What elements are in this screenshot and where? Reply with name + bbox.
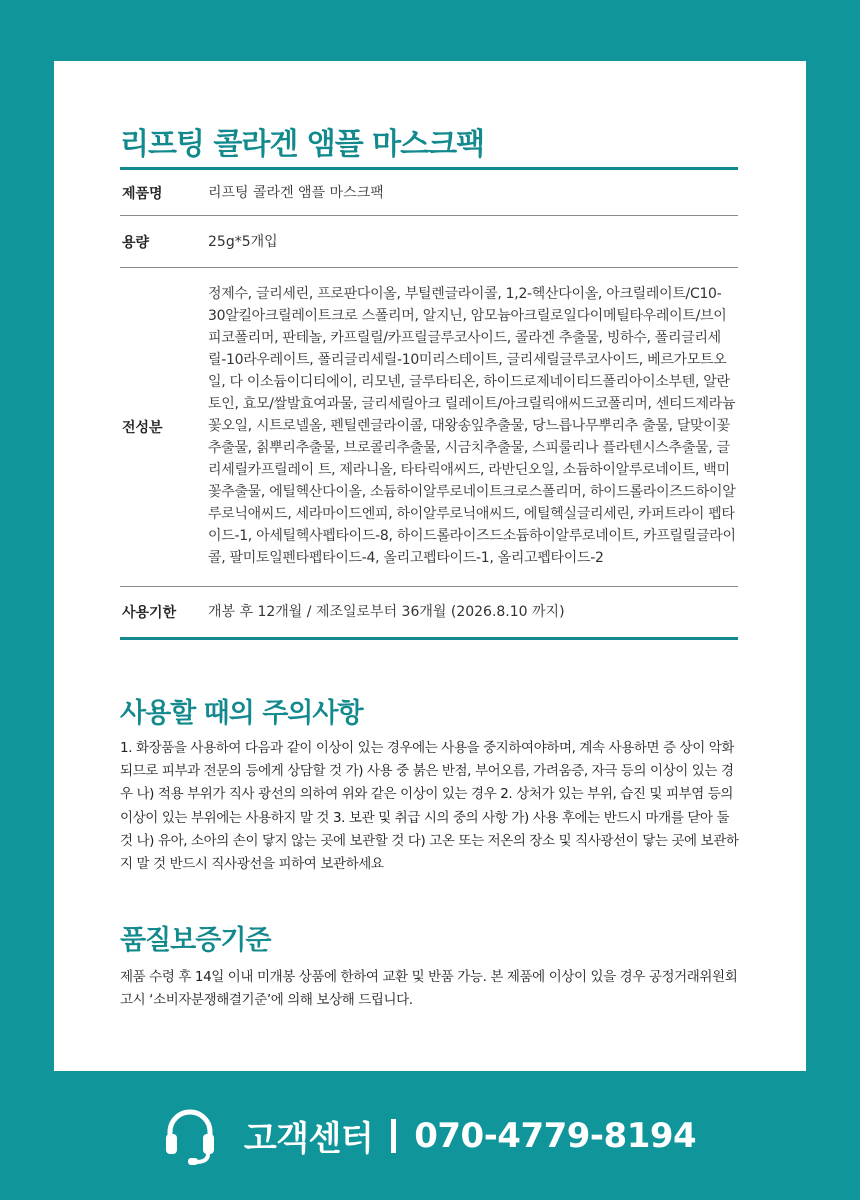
- spec-value: 리프팅 콜라겐 앰플 마스크팩: [208, 184, 384, 201]
- spec-row-product-name: [120, 170, 738, 216]
- customer-center-footer: [0, 1071, 860, 1200]
- product-info-card: [54, 61, 806, 1071]
- spec-label: 용량: [122, 234, 150, 251]
- spec-value: 정제수, 글리세린, 프로판다이올, 부틸렌글라이콜, 1,2-헥산다이올, 아크릴레이트/C10-30알킬아크릴레이트크로 스폴리머, 알지닌, 암모늄아크릴로일다이메틸타우레이트/브이피코폴리머, 판테놀, 카프릴릴/카프릴글루코사이드, 콜라겐 추출물, 빙하수, 폴리글리세릴-10라우레이트, 폴리글리세릴-10미리스테이트, 글리세릴글루코사이드, 베르가모트오일, 다 이소듐이디티에이, 리모넨, 글루타티온, 하이드로제네이티드폴리아이소부텐, 알란토인, 효모/쌀발효여과물, 글리세릴아크 릴레이트/아크릴릭애씨드코폴리머, 센티드제라늄꽃오일, 시트로넬올, 펜틸렌글라이콜, 대왕송잎추출물, 당느릅나무뿌리추 출물, 달맞이꽃추출물, 칡뿌리추출물, 브로콜리추출물, 시금치추출물, 스피룰리나 플라텐시스추출물, 글리세릴카프릴레이 트, 제라니올, 타타릭애씨드, 라반딘오일, 소듐하이알루로네이트, 백미꽃추출물, 에틸헥산다이올, 소듐하이알루로네이트크로스폴리머, 하이드롤라이즈드하이알루로닉애씨드, 세라마이드엔피, 하이알루로닉애씨드, 에틸헥실글리세린, 카퍼트라이 펩타이드-1, 아세틸헥사펩타이드-8, 하이드롤라이즈드소듐하이알루로네이트, 카프릴릴글라이콜, 팔미토일펜타펩타이드-4, 올리고펩타이드-1, 올리고펩타이드-2: [208, 286, 736, 566]
- footer-divider: [391, 1119, 396, 1153]
- caution-text: 1. 화장품을 사용하여 다음과 같이 이상이 있는 경우에는 사용을 중지하여야하며, 계속 사용하면 증 상이 악화되므로 피부과 전문의 등에게 상담할 것 가) 사용 중 붉은 반점, 부어오름, 가려움증, 자극 등의 이상이 있는 경우 나) 적용 부위가 직사 광선의 의하여 위와 같은 이상이 있는 경우 2. 상처가 있는 부위, 습진 및 피부염 등의 이상이 있는 부위에는 사용하지 말 것 3. 보관 및 취급 시의 중의 사항 가) 사용 후에는 반드시 마개를 닫아 둘 것 나) 유아, 소아의 손이 닿지 않는 곳에 보관할 것 다) 고온 또는 저온의 장소 및 직사광선이 닿는 곳에 보관하지 말 것 반드시 직사광선을 피하여 보관하세요: [120, 740, 739, 873]
- spec-label: 전성분: [122, 420, 163, 436]
- quality-text: 제품 수령 후 14일 이내 미개봉 상품에 한하여 교환 및 반품 가능. 본 제품에 이상이 있을 경우 공정거래위원회 고시 ‘소비자분쟁해결기준’에 의해 보상해 드립니다.: [120, 969, 738, 1009]
- spec-value: 개봉 후 12개월 / 제조일로부터 36개월 (2026.8.10 까지): [208, 604, 565, 620]
- phone-number: 070-4779-8194: [414, 1115, 697, 1156]
- headset-icon: [164, 1106, 216, 1166]
- quality-heading: 품질보증기준: [120, 925, 271, 956]
- spec-row-volume: [120, 216, 738, 268]
- spec-label: 사용기한: [122, 605, 177, 621]
- caution-heading: 사용할 때의 주의사항: [120, 698, 363, 729]
- spec-row-expiry: [120, 587, 738, 637]
- page-title: 리프팅 콜라겐 앰플 마스크팩: [120, 127, 485, 162]
- spec-label: 제품명: [122, 185, 163, 202]
- customer-center-label: 고객센터: [243, 1119, 374, 1159]
- spec-table: [120, 167, 738, 640]
- spec-value: 25g*5개입: [208, 233, 278, 250]
- spec-row-ingredients: [120, 268, 738, 587]
